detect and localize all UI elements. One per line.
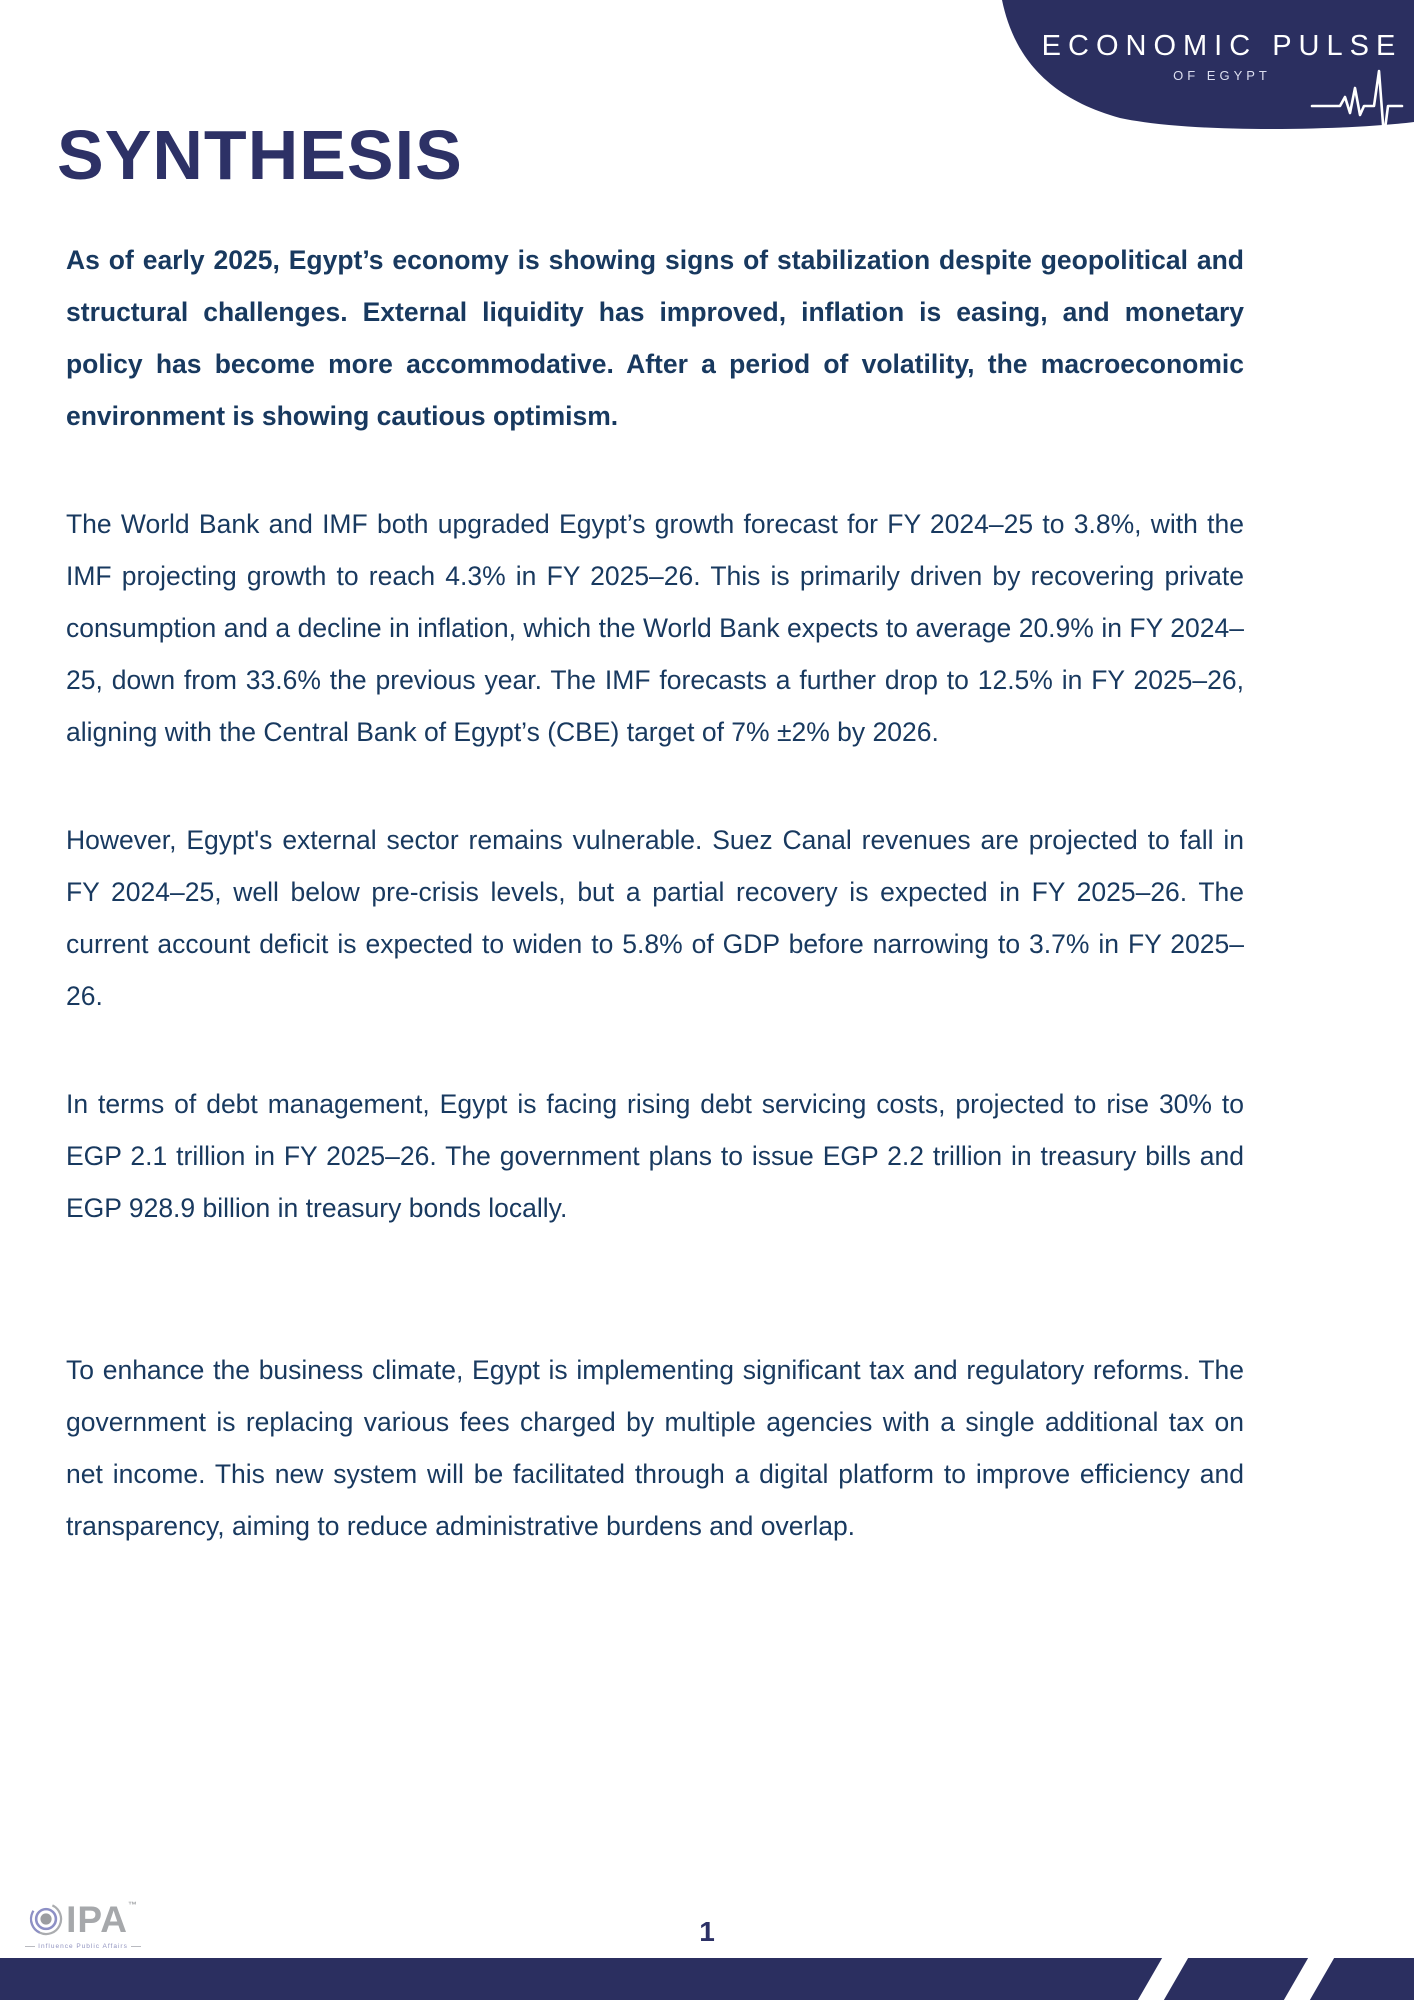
brand-subtitle: OF EGYPT — [1173, 68, 1271, 83]
footer-bar — [0, 1958, 1414, 2000]
body-content — [66, 234, 1244, 1552]
page-title: SYNTHESIS — [57, 116, 463, 194]
footer-bar-stripe-gap-2 — [1279, 1950, 1338, 2000]
page-number: 1 — [699, 1916, 715, 1947]
body-paragraph-1: As of early 2025, Egypt’s economy is showing signs of stabilization despite geopolitical and structural challenges. External liquidity has improved, inflation is easing, and monetary policy has become more accommodative. After a period of volatility, the macroeconomic environment is showing cautious optimism. — [66, 245, 1244, 431]
brand-badge — [980, 0, 1414, 140]
body-paragraph-2: The World Bank and IMF both upgraded Egypt’s growth forecast for FY 2024–25 to 3.8%, with the IMF projecting growth to reach 4.3% in FY 2025–26. This is primarily driven by recovering private consumption and a decline in inflation, which the World Bank expects to average 20.9% in FY 2024–25, down from 33.6% the previous year. The IMF forecasts a further drop to 12.5% in FY 2025–26, aligning with the Central Bank of Egypt’s (CBE) target of 7% ±2% by 2026. — [66, 509, 1244, 747]
brand-title: ECONOMIC PULSE — [1041, 30, 1403, 62]
body-paragraph-5: To enhance the business climate, Egypt is implementing significant tax and regulatory reforms. The government is replacing various fees charged by multiple agencies with a single additional tax on net income. This new system will be facilitated through a digital platform to improve efficiency and transparency, aiming to reduce administrative burdens and overlap. — [66, 1355, 1244, 1541]
footer-bar-stripe-gap-1 — [1133, 1950, 1192, 2000]
ipa-trademark-mark: ™ — [128, 1899, 138, 1910]
ipa-logo-tagline: Influence Public Affairs — [28, 1943, 138, 1950]
body-paragraph-4: In terms of debt management, Egypt is facing rising debt servicing costs, projected to rise 30% to EGP 2.1 trillion in FY 2025–26. The government plans to issue EGP 2.2 trillion in treasury bills and EGP 928.9 billion in treasury bonds locally. — [66, 1089, 1244, 1223]
ipa-logo-text: IPA™ — [66, 1898, 138, 1940]
badge-curved-background — [1002, 0, 1414, 129]
body-paragraph-3: However, Egypt's external sector remains vulnerable. Suez Canal revenues are projected to fall in FY 2024–25, well below pre-crisis levels, but a partial recovery is expected in FY 2025–26. The current account deficit is expected to widen to 5.8% of GDP before narrowing to 3.7% in FY 2025–26. — [66, 825, 1244, 1011]
